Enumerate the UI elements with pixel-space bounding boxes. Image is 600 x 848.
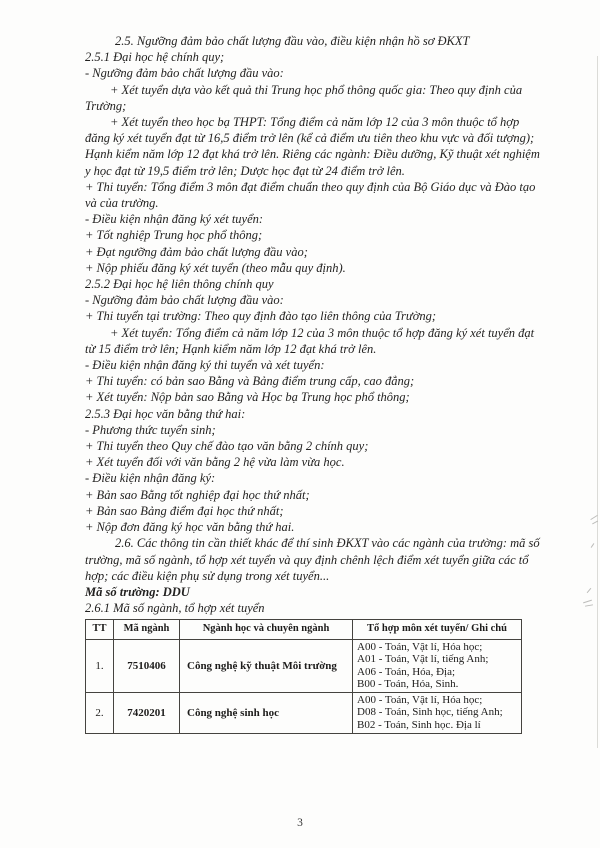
admission-combos xyxy=(353,639,522,692)
list-item: + Xét tuyển: Nộp bản sao Bằng và Học bạ Trung học phổ thông; xyxy=(85,390,410,405)
majors-table xyxy=(85,619,522,733)
list-item: + Nộp đơn đăng ký học văn bằng thứ hai. xyxy=(85,520,295,535)
scan-mark xyxy=(591,543,595,548)
row-index: 2. xyxy=(86,692,114,733)
column-header-code: Mã ngành xyxy=(114,620,180,639)
combo-line: B02 - Toán, Sinh học. Địa lí xyxy=(357,719,481,732)
row-index: 1. xyxy=(86,639,114,692)
paragraph: + Xét tuyển: Tổng điểm cả năm lớp 12 của 3 môn thuộc tổ hợp đăng ký xét tuyển đạt từ 15 điểm trở lên; Hạnh kiểm năm lớp 12 đạt khá trở lên. xyxy=(85,325,535,356)
list-item: + Thi tuyển theo Quy chế đào tạo văn bằng 2 chính quy; xyxy=(85,439,369,454)
combo-line: A00 - Toán, Vật lí, Hóa học; xyxy=(357,640,483,653)
major-code: 7510406 xyxy=(114,639,180,692)
table-row xyxy=(86,692,522,733)
list-item: + Nộp phiếu đăng ký xét tuyển (theo mẫu quy định). xyxy=(85,260,346,275)
scan-mark xyxy=(587,588,592,593)
list-item: + Bản sao Bảng điểm đại học thứ nhất; xyxy=(85,503,284,518)
column-header-combos: Tổ hợp môn xét tuyển/ Ghi chú xyxy=(353,620,522,639)
scan-mark xyxy=(585,604,593,606)
combo-line: A00 - Toán, Vật lí, Hóa học; xyxy=(357,693,483,706)
section-2-5-heading: 2.5. Ngưỡng đảm bảo chất lượng đầu vào, điều kiện nhận hồ sơ ĐKXT xyxy=(115,34,470,48)
list-item: + Tốt nghiệp Trung học phổ thông; xyxy=(85,228,263,243)
paragraph: + Xét tuyển theo học bạ THPT: Tổng điểm cả năm lớp 12 của 3 môn thuộc tổ hợp đăng ký xét tuyển đạt từ 16,5 điểm trở lên (kể cả điểm ưu tiên theo khu vực và đối tượng); Hạnh kiểm năm lớp 12 đạt khá trở lên. Riêng các ngành: Điều dưỡng, Kỹ thuật xét nghiệm y học đạt từ 19,5 điểm trở lên; Dược học đạt từ 24 điểm trở lên. xyxy=(85,115,540,178)
paragraph: - Ngưỡng đảm bảo chất lượng đầu vào: xyxy=(85,293,284,308)
paragraph: - Phương thức tuyển sinh; xyxy=(85,422,216,437)
paragraph: - Điều kiện nhận đăng ký xét tuyển: xyxy=(85,212,264,227)
section-2-6-1-heading: 2.6.1 Mã số ngành, tổ hợp xét tuyển xyxy=(85,601,265,616)
major-code: 7420201 xyxy=(114,692,180,733)
list-item: + Thi tuyển: có bản sao Bằng và Bảng điểm trung cấp, cao đẳng; xyxy=(85,374,415,389)
list-item: + Đạt ngưỡng đảm bảo chất lượng đầu vào; xyxy=(85,244,308,259)
major-name: Công nghệ kỹ thuật Môi trường xyxy=(180,639,353,692)
list-item: + Xét tuyển đối với văn bằng 2 hệ vừa làm vừa học. xyxy=(85,455,345,470)
school-code-line: Mã số trường: DDU xyxy=(85,584,190,599)
list-item: + Thi tuyển tại trường: Theo quy định đào tạo liên thông của Trường; xyxy=(85,309,437,324)
admission-combos xyxy=(353,692,522,733)
list-item: + Bản sao Bằng tốt nghiệp đại học thứ nhất; xyxy=(85,487,310,502)
page-number: 3 xyxy=(297,817,303,829)
scan-mark xyxy=(583,600,592,604)
major-name: Công nghệ sinh học xyxy=(180,692,353,733)
scan-edge-line xyxy=(597,56,598,748)
table-row xyxy=(86,639,522,692)
paragraph: + Xét tuyển dựa vào kết quả thi Trung học phổ thông quốc gia: Theo quy định của Trường; xyxy=(85,82,523,113)
column-header-major: Ngành học và chuyên ngành xyxy=(180,620,353,639)
section-2-5-2-heading: 2.5.2 Đại học hệ liên thông chính quy xyxy=(85,277,274,292)
combo-line: A01 - Toán, Vật lí, tiếng Anh; xyxy=(357,653,489,666)
document-body xyxy=(85,33,541,734)
section-2-5-1-heading: 2.5.1 Đại học hệ chính quy; xyxy=(85,50,225,65)
paragraph: - Điều kiện nhận đăng ký: xyxy=(85,471,216,486)
paragraph: - Điều kiện nhận đăng ký thi tuyển và xét tuyển: xyxy=(85,358,325,373)
paragraph: + Thi tuyển: Tổng điểm 3 môn đạt điểm chuẩn theo quy định của Bộ Giáo dục và Đào tạo và của trường. xyxy=(85,179,536,211)
column-header-tt: TT xyxy=(86,620,114,639)
paragraph: - Ngưỡng đảm bảo chất lượng đầu vào: xyxy=(85,66,284,81)
combo-line: D08 - Toán, Sinh học, tiếng Anh; xyxy=(357,706,503,719)
section-2-5-3-heading: 2.5.3 Đại học văn bằng thứ hai: xyxy=(85,406,246,421)
table-header-row xyxy=(86,620,522,639)
combo-line: B00 - Toán, Hóa, Sinh. xyxy=(357,678,459,691)
section-2-6-paragraph: 2.6. Các thông tin cần thiết khác để thí sinh ĐKXT vào các ngành của trường: mã số trường, mã số ngành, tổ hợp xét tuyển và quy định chênh lệch điểm xét tuyển giữa các tổ hợp; các điều kiện phụ sử dụng trong xét tuyển... xyxy=(85,536,540,583)
combo-line: A06 - Toán, Hóa, Địa; xyxy=(357,665,456,678)
